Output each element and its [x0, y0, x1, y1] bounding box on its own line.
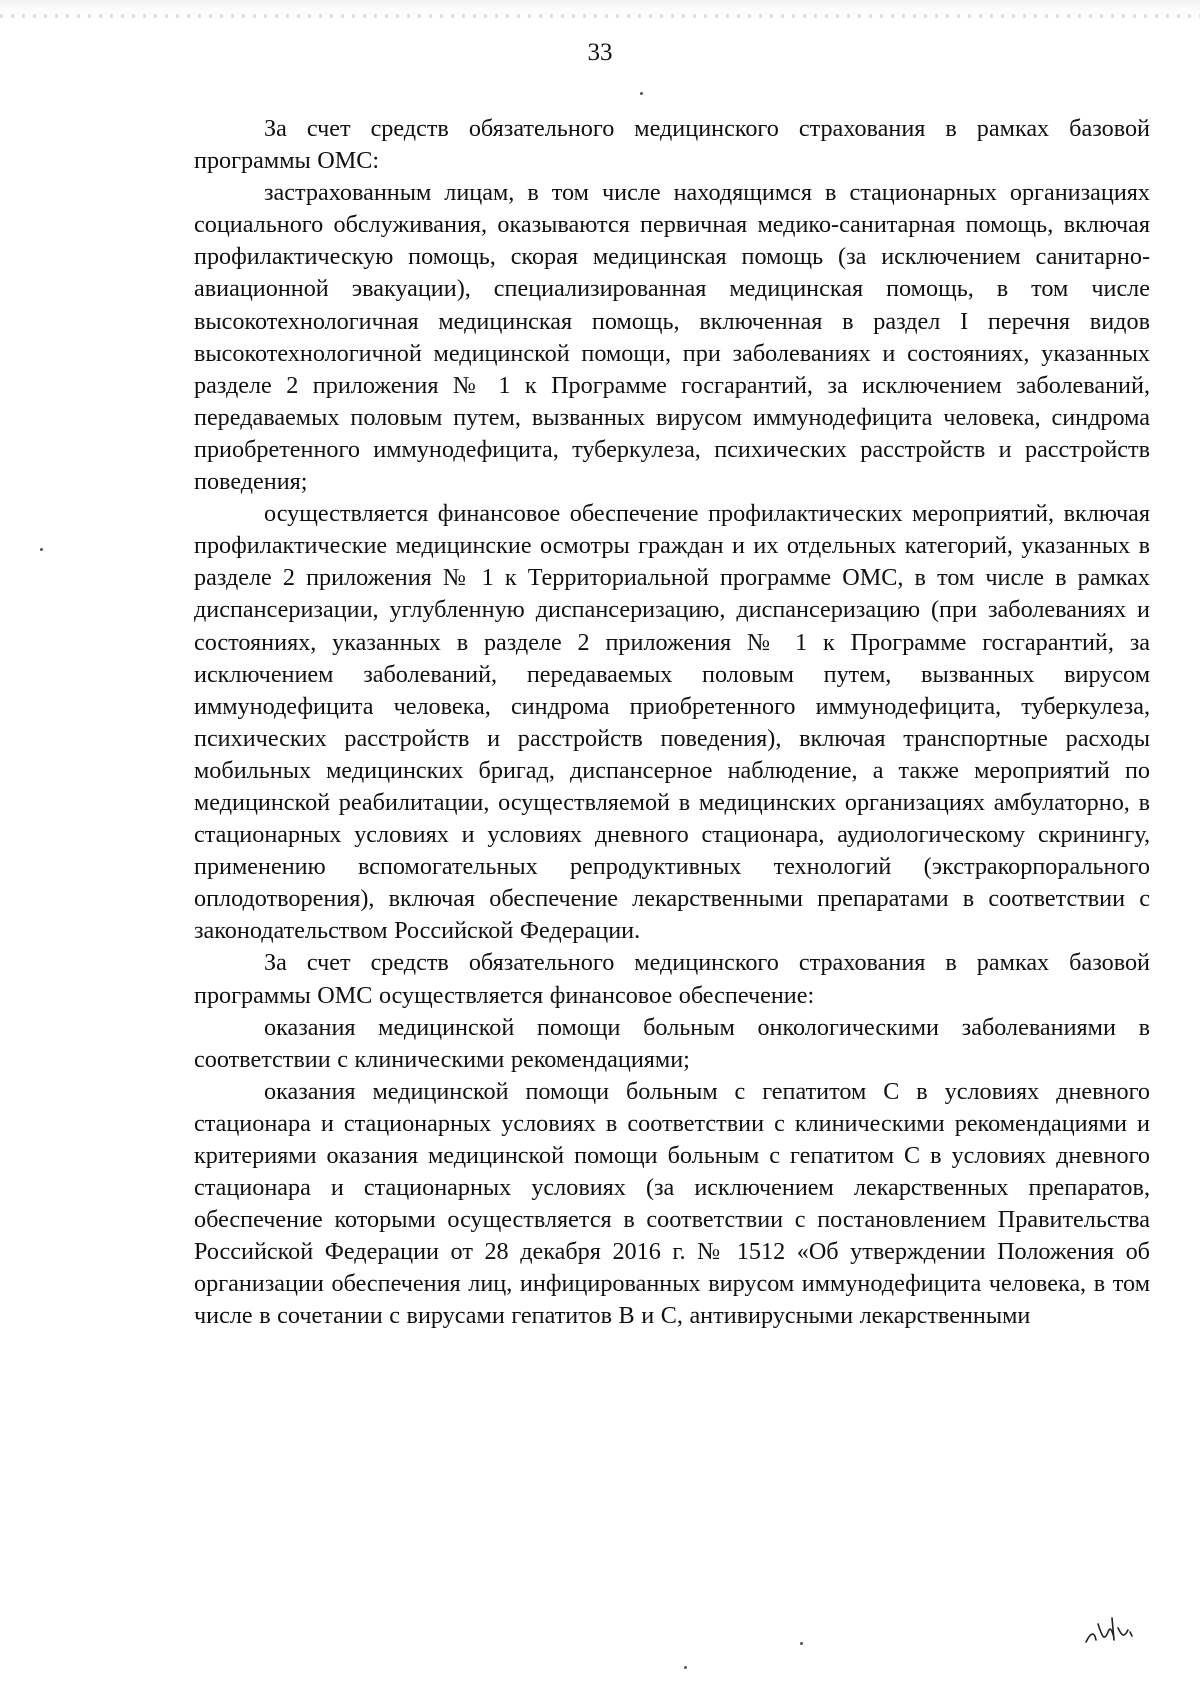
scan-dot [40, 548, 43, 551]
page-number: 33 [587, 39, 613, 66]
scan-dot [640, 92, 643, 95]
scan-dot [800, 1642, 803, 1645]
paragraph-3: осуществляется финансовое обеспечение профилактических мероприятий, включая профилактические медицинские осмотры граждан и их отдельных категорий, указанных в разделе 2 приложения № 1 к Территориальной программе ОМС, в том числе в рамках диспансеризации, углубленную диспансеризацию, диспансеризацию (при заболеваниях и состояниях, указанных в разделе 2 приложения № 1 к Программе госгарантий, за исключением заболеваний, передаваемых половым путем, вызванных вирусом иммунодефицита человека, синдрома приобретенного иммунодефицита, туберкулеза, психических расстройств и расстройств поведения), включая транспортные расходы мобильных медицинских бригад, диспансерное наблюдение, а также мероприятий по медицинской реабилитации, осуществляемой в медицинских организациях амбулаторно, в стационарных условиях и условиях дневного стационара, аудиологическому скринингу, применению вспомогательных репродуктивных технологий (экстракорпорального оплодотворения), включая обеспечение лекарственными препаратами в соответствии с законодательством Российской Федерации. [194, 500, 1150, 945]
scan-top-edge [0, 0, 1200, 22]
document-body [194, 113, 1150, 1333]
paragraph-1: За счет средств обязательного медицинского страхования в рамках базовой программы ОМС: [194, 115, 1150, 175]
scan-dot [684, 1666, 687, 1669]
scan-noise [0, 14, 1200, 18]
paragraph-5: оказания медицинской помощи больным онкологическими заболеваниями в соответствии с клиническими рекомендациями; [194, 1013, 1150, 1073]
paragraph-2: застрахованным лицам, в том числе находящимся в стационарных организациях социального обслуживания, оказываются первичная медико-санитарная помощь, включая профилактическую помощь, скорая медицинская помощь (за исключением санитарно-авиационной эвакуации), специализированная медицинская помощь, в том числе высокотехнологичная медицинская помощь, включенная в раздел I перечня видов высокотехнологичной медицинской помощи, при заболеваниях и состояниях, указанных разделе 2 приложения № 1 к Программе госгарантий, за исключением заболеваний, передаваемых половым путем, вызванных вирусом иммунодефицита человека, синдрома приобретенного иммунодефицита, туберкулеза, психических расстройств и расстройств поведения; [194, 179, 1150, 496]
paragraph-4: За счет средств обязательного медицинского страхования в рамках базовой программы ОМС осуществляется финансовое обеспечение: [194, 949, 1150, 1009]
paragraph-6: оказания медицинской помощи больным с гепатитом С в условиях дневного стационара и стационарных условиях в соответствии с клиническими рекомендациями и критериями оказания медицинской помощи больным с гепатитом С в условиях дневного стационара и стационарных условиях (за исключением лекарственных препаратов, обеспечение которыми осуществляется в соответствии с постановлением Правительства Российской Федерации от 28 декабря 2016 г. № 1512 «Об утверждении Положения об организации обеспечения лиц, инфицированных вирусом иммунодефицита человека, в том числе в сочетании с вирусами гепатитов В и С, антивирусными лекарственными [194, 1077, 1150, 1330]
handwritten-signature [1082, 1612, 1142, 1650]
